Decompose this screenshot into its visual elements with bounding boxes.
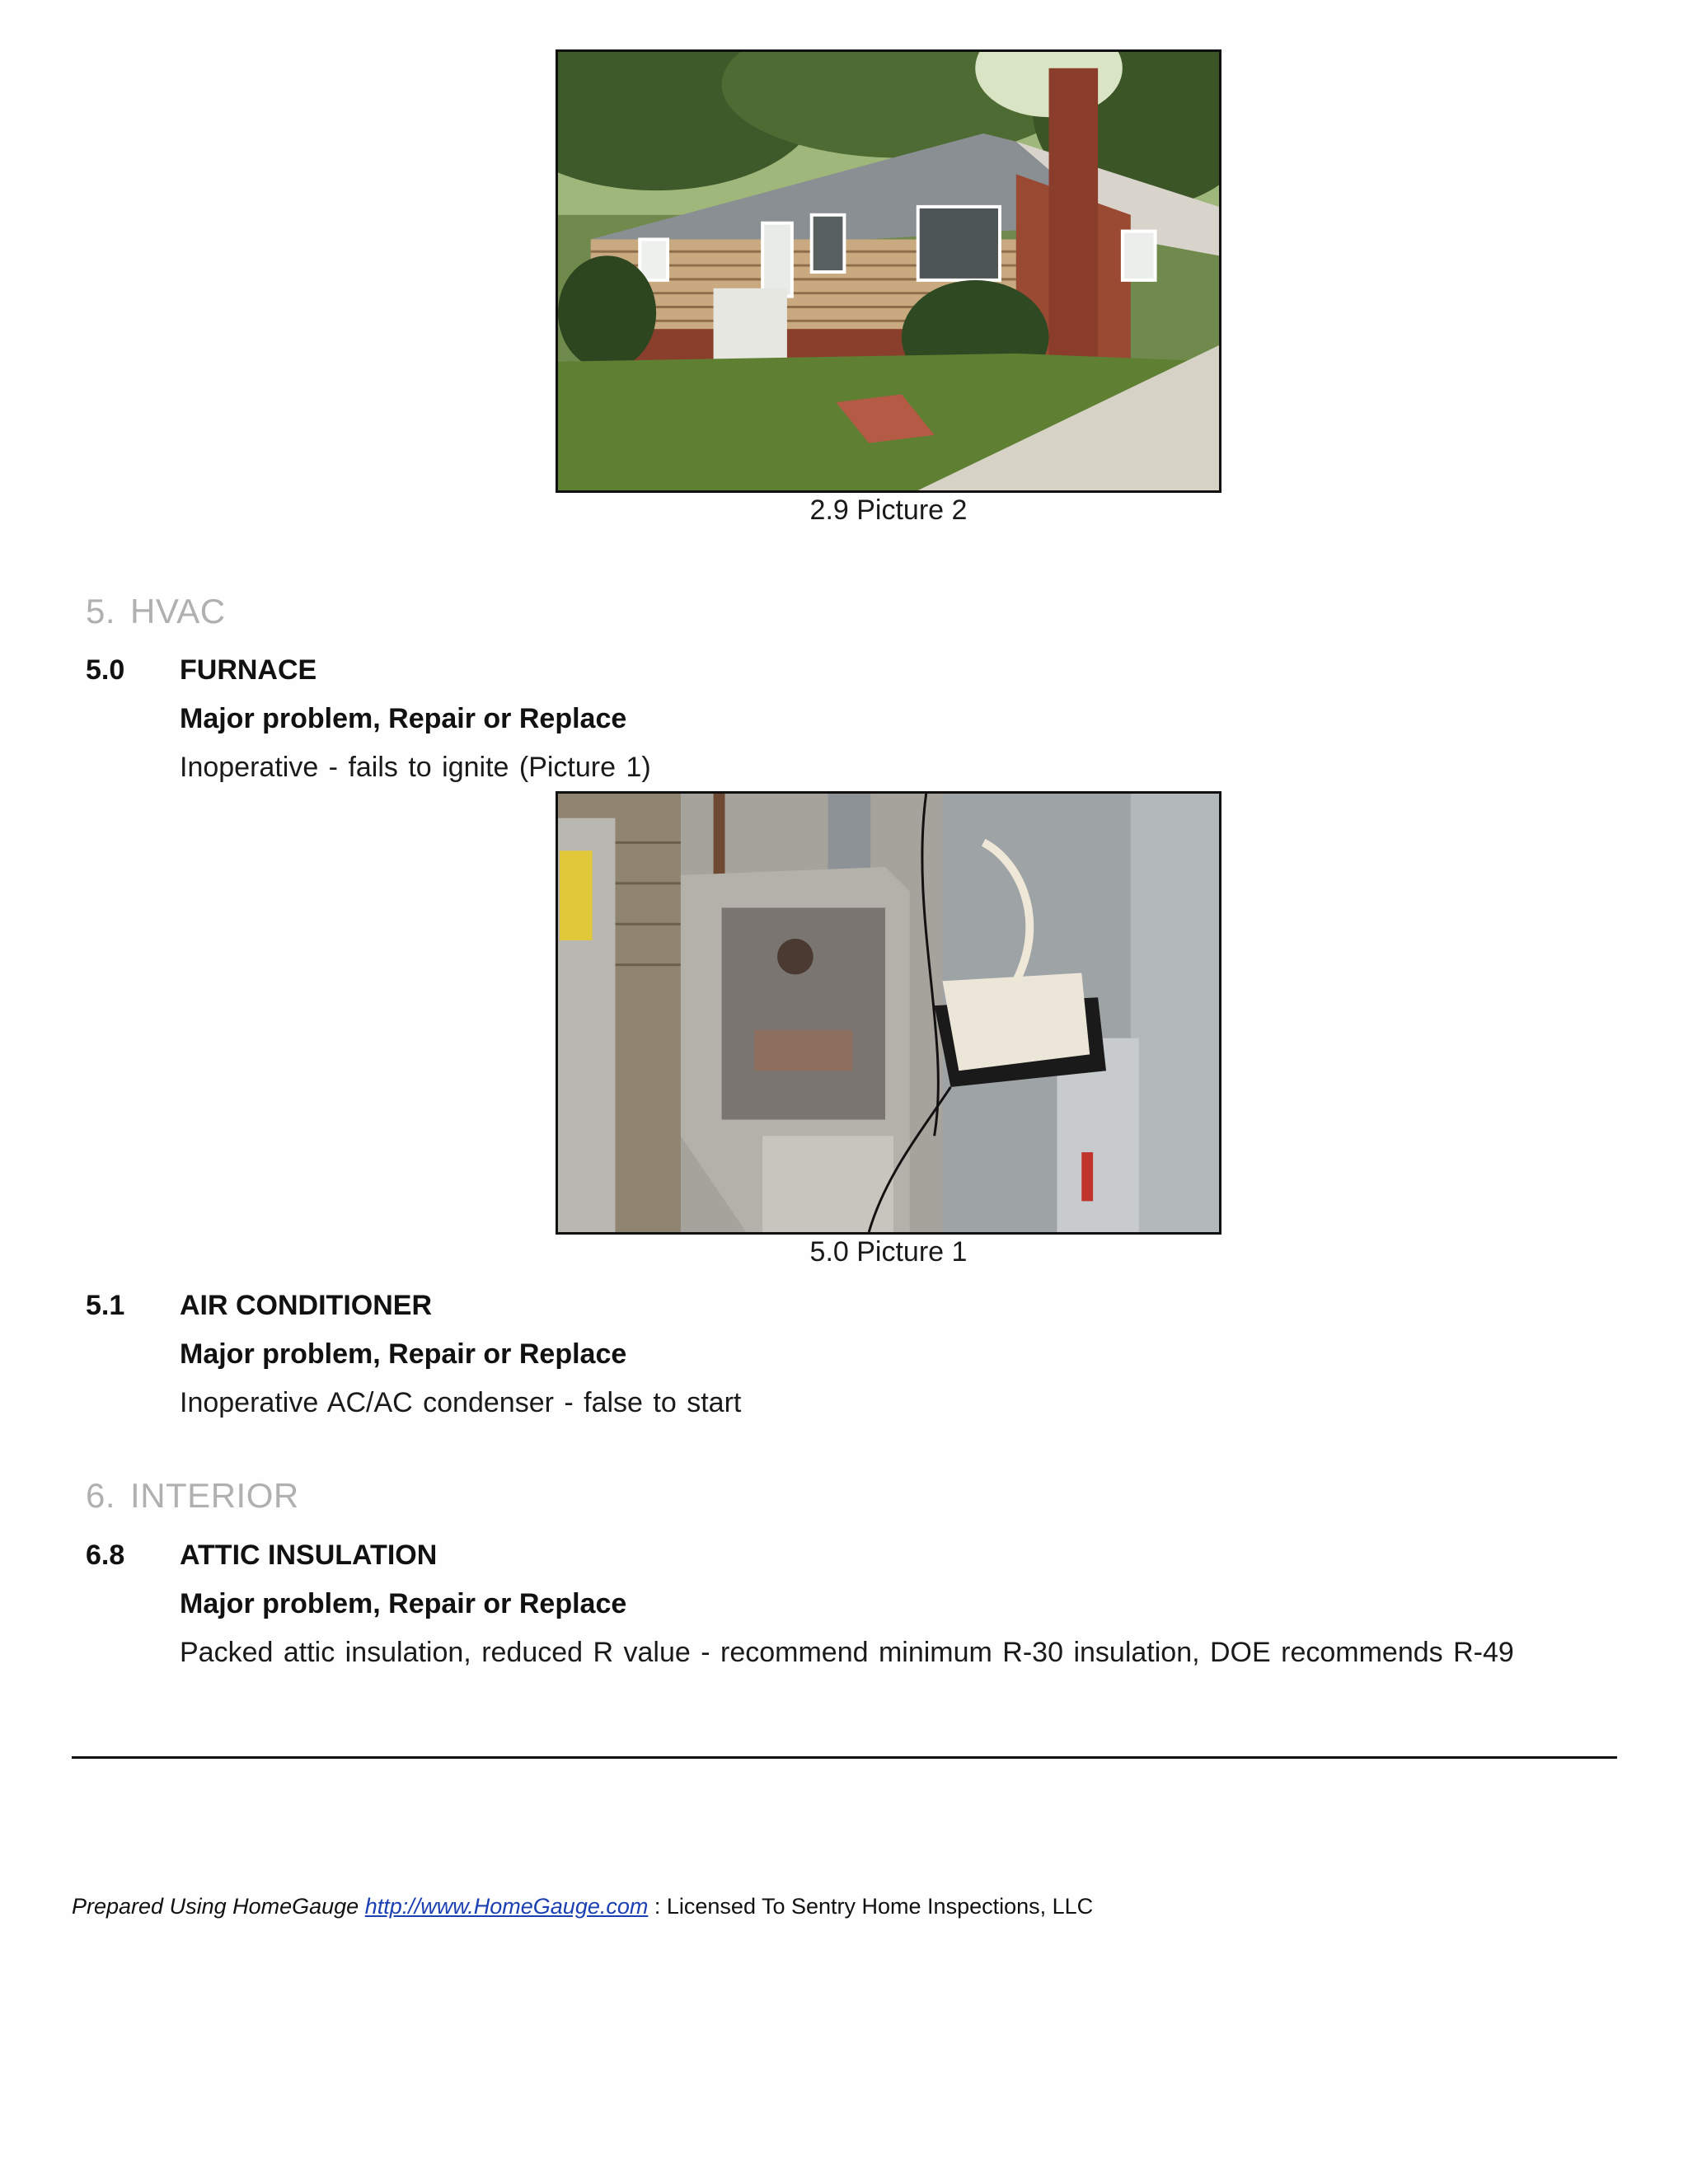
homegauge-link[interactable]: http://www.HomeGauge.com [364, 1894, 649, 1919]
item-rating: Major problem, Repair or Replace [180, 1338, 627, 1370]
section-title-hvac [86, 592, 226, 631]
item-comment: Packed attic insulation, reduced R value - recommend minimum R-30 insulation, DOE recommends R-49 [180, 1637, 1514, 1668]
item-rating: Major problem, Repair or Replace [180, 1588, 627, 1619]
item-name-air-conditioner: AIR CONDITIONER [180, 1290, 432, 1321]
house-photo [556, 49, 1221, 493]
item-number: 6.8 [86, 1540, 125, 1571]
photo-caption: 2.9 Picture 2 [809, 494, 968, 526]
footer-suffix: : Licensed To Sentry Home Inspections, LLC [648, 1894, 1094, 1919]
furnace-photo [556, 791, 1221, 1235]
item-rating: Major problem, Repair or Replace [180, 703, 627, 734]
footer-prefix: Prepared Using HomeGauge [72, 1894, 359, 1919]
item-name-attic-insulation: ATTIC INSULATION [180, 1540, 438, 1571]
item-number: 5.0 [86, 654, 125, 686]
item-comment: Inoperative AC/AC condenser - false to start [180, 1387, 742, 1418]
section-title-text: HVAC [130, 592, 226, 630]
footer [72, 1894, 1093, 1919]
item-comment: Inoperative - fails to ignite (Picture 1) [180, 752, 651, 783]
footer-divider [72, 1756, 1617, 1759]
section-title-interior [86, 1476, 299, 1516]
section-number: 6. [86, 1476, 116, 1515]
section-number: 5. [86, 592, 116, 630]
item-number: 5.1 [86, 1290, 125, 1321]
photo-caption: 5.0 Picture 1 [809, 1236, 968, 1268]
section-title-text: INTERIOR [130, 1476, 299, 1515]
item-name-furnace: FURNACE [180, 654, 317, 686]
